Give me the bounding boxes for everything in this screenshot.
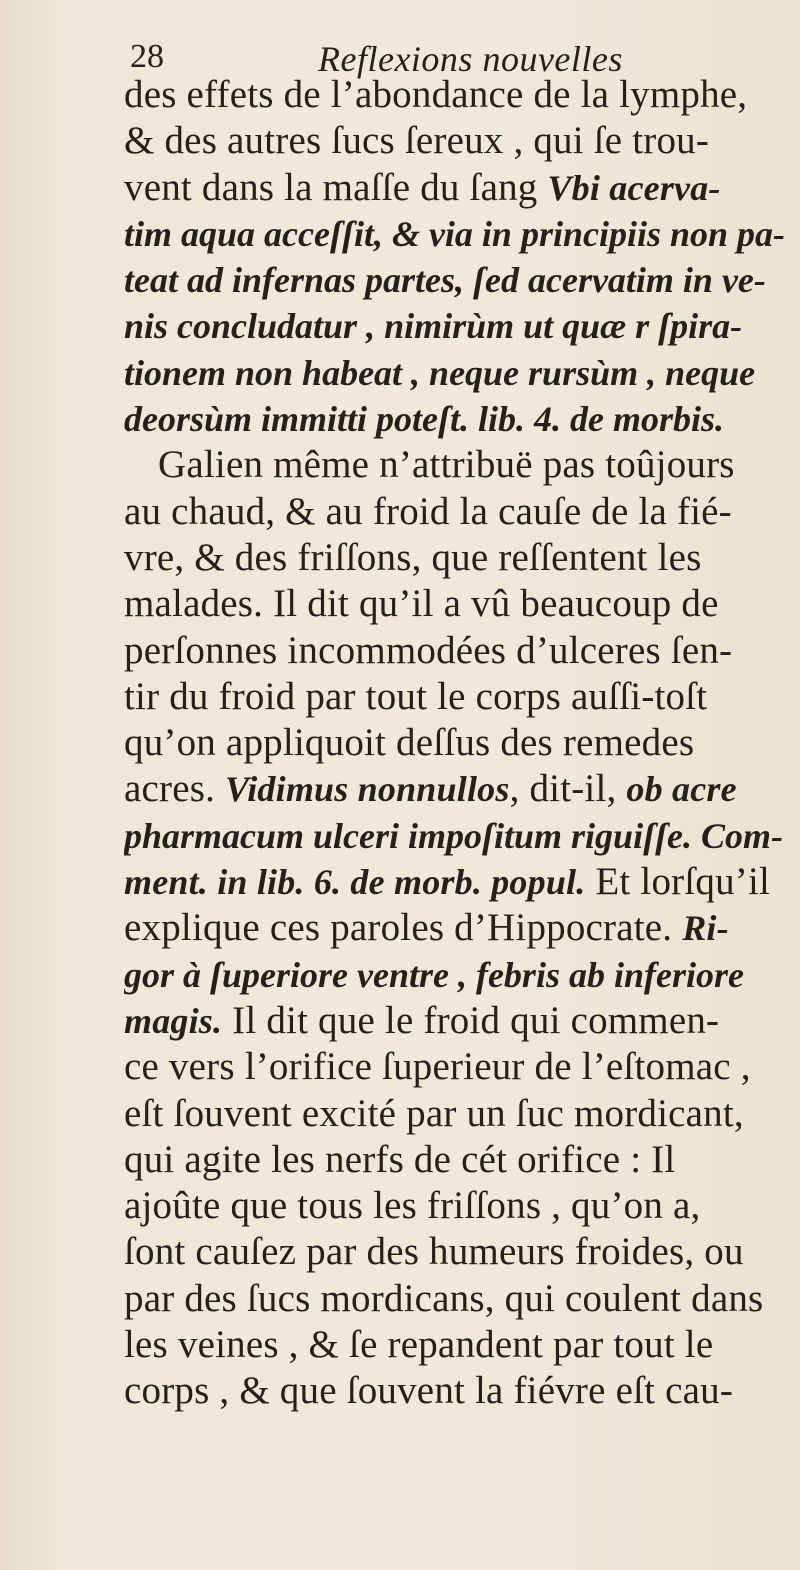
text-line bbox=[124, 1322, 792, 1368]
text-line bbox=[124, 859, 792, 905]
text-segment: qu’on appliquoit deſſus des remedes bbox=[124, 721, 695, 765]
italic-latin-text: pharmacum ulceri impoſitum riguiſſe. Com- bbox=[124, 815, 784, 856]
text-line bbox=[124, 1368, 792, 1414]
text-segment: vre, & des friſſons, que reſſentent les bbox=[124, 535, 702, 579]
italic-latin-text: ob acre bbox=[626, 769, 737, 810]
text-line bbox=[124, 998, 792, 1044]
text-line bbox=[124, 489, 792, 535]
text-segment: Et lorſqu’il bbox=[585, 860, 771, 904]
text-segment: ajoûte que tous les friſſons , qu’on a, bbox=[124, 1184, 701, 1228]
text-line bbox=[124, 1183, 792, 1229]
text-segment: ce vers l’orifice ſuperieur de l’eſtomac , bbox=[124, 1045, 751, 1089]
text-segment: corps , & que ſouvent la fiévre eſt cau- bbox=[124, 1369, 734, 1413]
text-segment: les veines , & ſe repandent par tout le bbox=[124, 1323, 714, 1367]
running-title: Reflexions nouvelles bbox=[318, 39, 623, 79]
italic-latin-text: tionem non habeat , neque rursùm , neque bbox=[124, 352, 756, 393]
page-number: 28 bbox=[130, 38, 164, 75]
text-line bbox=[124, 905, 792, 951]
text-line bbox=[124, 1044, 792, 1090]
text-line bbox=[124, 813, 792, 859]
body-text bbox=[124, 72, 792, 1415]
text-line bbox=[124, 1137, 792, 1183]
italic-latin-text: magis. bbox=[124, 1000, 223, 1041]
text-line bbox=[124, 1229, 792, 1275]
text-line bbox=[124, 674, 792, 720]
italic-latin-text: Vbi acerva- bbox=[547, 167, 721, 208]
text-segment: perſonnes incommodées d’ulceres ſen- bbox=[124, 628, 733, 672]
text-line bbox=[124, 442, 792, 488]
italic-latin-text: ment. in lib. 6. de morb. popul. bbox=[124, 862, 586, 903]
text-segment: Il dit que le froid qui commen- bbox=[222, 998, 720, 1042]
italic-latin-text: Vidimus nonnullos bbox=[225, 769, 510, 810]
text-segment: au chaud, & au froid la cauſe de la fié- bbox=[124, 489, 732, 533]
text-line bbox=[124, 1276, 792, 1322]
text-segment: vent dans la maſſe du ſang bbox=[124, 165, 548, 209]
text-segment: ſont cauſez par des humeurs froides, ou bbox=[124, 1230, 744, 1274]
text-segment: par des ſucs mordicans, qui coulent dans bbox=[124, 1276, 764, 1320]
text-line bbox=[124, 303, 792, 349]
text-segment: malades. Il dit qu’il a vû beaucoup de bbox=[124, 582, 719, 626]
text-segment: acres. bbox=[124, 767, 225, 811]
italic-latin-text: Ri- bbox=[682, 908, 729, 949]
text-line bbox=[124, 628, 792, 674]
text-segment: , dit-il, bbox=[509, 767, 627, 811]
text-line bbox=[124, 72, 792, 118]
italic-latin-text: tim aqua acceſſit, & via in principiis non pa- bbox=[124, 213, 786, 254]
text-line bbox=[124, 350, 792, 396]
text-line bbox=[124, 396, 792, 442]
text-line bbox=[124, 581, 792, 627]
text-segment: Galien même n’attribuë pas toûjours bbox=[158, 443, 735, 487]
text-segment: & des autres ſucs ſereux , qui ſe trou- bbox=[124, 119, 710, 163]
text-line bbox=[124, 118, 792, 164]
text-line bbox=[124, 257, 792, 303]
text-line bbox=[124, 1091, 792, 1137]
italic-latin-text: deorsùm immitti poteſt. lib. 4. de morbis. bbox=[124, 399, 725, 440]
italic-latin-text: teat ad infernas partes, ſed acervatim in ve- bbox=[124, 260, 766, 301]
text-segment: des effets de l’abondance de la lymphe, bbox=[124, 73, 748, 116]
text-line bbox=[124, 535, 792, 581]
text-segment: qui agite les nerfs de cét orifice : Il bbox=[124, 1137, 676, 1181]
text-line bbox=[124, 766, 792, 812]
text-line bbox=[124, 720, 792, 766]
text-line bbox=[124, 165, 792, 211]
text-segment: tir du froid par tout le corps auſſi-toſt bbox=[124, 674, 708, 718]
text-segment: explique ces paroles d’Hippocrate. bbox=[124, 906, 683, 950]
italic-latin-text: gor à ſuperiore ventre , febris ab inferiore bbox=[124, 954, 744, 995]
italic-latin-text: nis concludatur , nimirùm ut quæ r ſpira- bbox=[124, 306, 743, 347]
text-line bbox=[124, 211, 792, 257]
text-line bbox=[124, 952, 792, 998]
text-segment: eſt ſouvent excité par un ſuc mordicant, bbox=[124, 1091, 744, 1135]
